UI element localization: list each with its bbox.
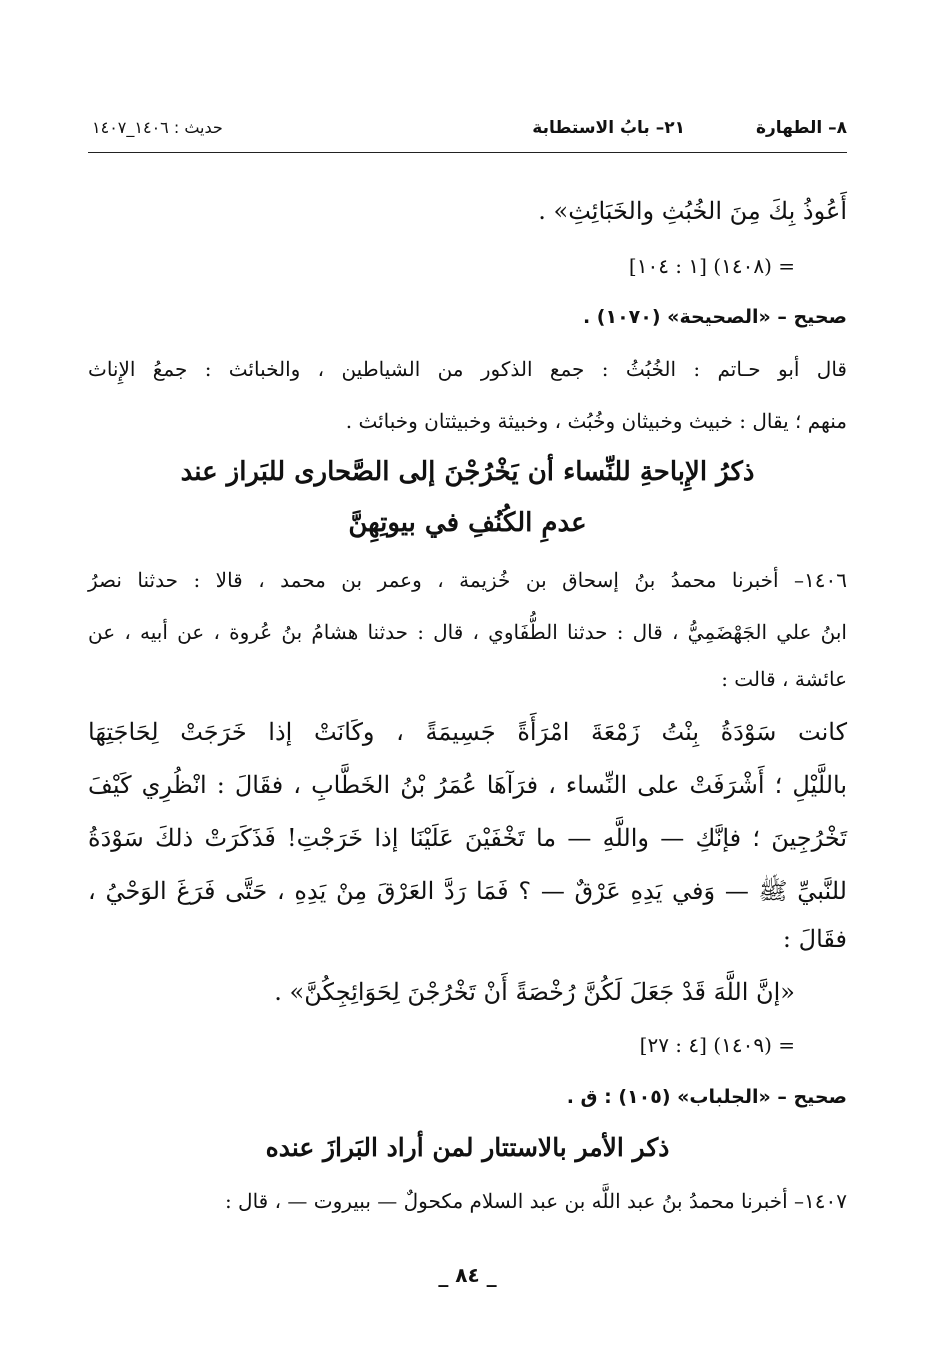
cross-reference: = (١٤٠٨) [١ : ١٠٤] xyxy=(628,254,795,278)
isnad-line: ١٤٠٧– أخبرنا محمدُ بنُ عبد اللَّه بن عبد السلام مكحولٌ — ببيروت — ، قال : xyxy=(224,1189,847,1213)
isnad-line: عائشة ، قالت : xyxy=(721,667,847,691)
text-line: منهم ؛ يقال : خبيث وخبيثان وخُبُث ، وخبيثة وخبيثتان وخبائث . xyxy=(345,409,847,433)
text-line: أَعُوذُ بِكَ مِنَ الخُبُثِ والخَبَائِثِ» . xyxy=(538,197,847,225)
hadith-text-line: للنَّبيِّ ﷺ — وَفي يَدِهِ عَرْقٌ — ؟ فَمَا رَدَّ العَرْقَ مِنْ يَدِهِ ، حَتَّى فَرَغَ الوَحْيُ ، xyxy=(88,877,847,905)
hadith-range: حديث : ١٤٠٦_١٤٠٧ xyxy=(92,118,223,137)
hadith-text-line: كانت سَوْدَةُ بِنْتُ زَمْعَةَ امْرَأَةً جَسِيمَةً ، وكَانَتْ إذا خَرَجَتْ لِحَاجَتِهَا xyxy=(88,718,847,746)
page-number: _ ٨٤ _ xyxy=(438,1263,497,1287)
chapter-heading: ذكر الأمر بالاستتار لمن أراد البَرازَ عنده xyxy=(265,1133,670,1162)
chapter-heading: عدمِ الكُنُفِ في بيوتِهِنَّ xyxy=(348,508,587,538)
header-rule xyxy=(88,152,847,153)
hadith-text-line: باللَّيْلِ ؛ أَشْرَفَتْ على النِّساء ، فرَآهَا عُمَرُ بْنُ الخَطَّابِ ، فقَالَ : انْظُرِي كَيْفَ xyxy=(88,771,847,799)
text-line: قال أبو حـاتم : الخُبُثُ : جمع الذكور من الشياطين ، والخبائث : جمعُ الإِناث xyxy=(88,357,847,381)
cross-reference: = (١٤٠٩) [٤ : ٢٧] xyxy=(639,1033,795,1057)
isnad-line: ابنُ علي الجَهْضَمِيُّ ، قال : حدثنا الطُّفَاوي ، قال : حدثنا هشامُ بنُ عُروة ، عن أبيه ، عن xyxy=(88,620,847,644)
isnad-line: ١٤٠٦– أخبرنا محمدُ بنُ إسحاق بن خُزيمة ، وعمر بن محمد ، قالا : حدثنا نصرُ xyxy=(88,568,847,592)
chapter-heading: ذكرُ الإِباحةِ للنِّساء أن يَخْرُجْنَ إلى الصَّحارى للبَراز عند xyxy=(180,457,755,487)
hadith-text-line: «إنَّ اللَّهَ قَدْ جَعَلَ لَكُنَّ رُخْصَةً أَنْ تَخْرُجْنَ لِحَوَائِجِكُنَّ» . xyxy=(274,978,795,1006)
grade-note: صحيح – «الجلباب» (١٠٥) : ق . xyxy=(566,1086,847,1108)
section-title: ٢١– بابُ الاستطابة xyxy=(532,118,685,138)
chapter-title: ٨– الطهارة xyxy=(755,118,847,138)
book-page xyxy=(88,0,847,1369)
hadith-text-line: فقَالَ : xyxy=(782,925,847,953)
hadith-text-line: تَخْرُجِينَ ؛ فإنَّكِ — واللَّهِ — ما تَخْفَيْنَ عَلَيْنَا إذا خَرَجْتِ! فَذَكَرَتْ ذلكَ سَوْدَةُ xyxy=(88,824,848,852)
running-header xyxy=(88,114,847,144)
grade-note: صحيح – «الصحيحة» (١٠٧٠) . xyxy=(582,306,847,328)
